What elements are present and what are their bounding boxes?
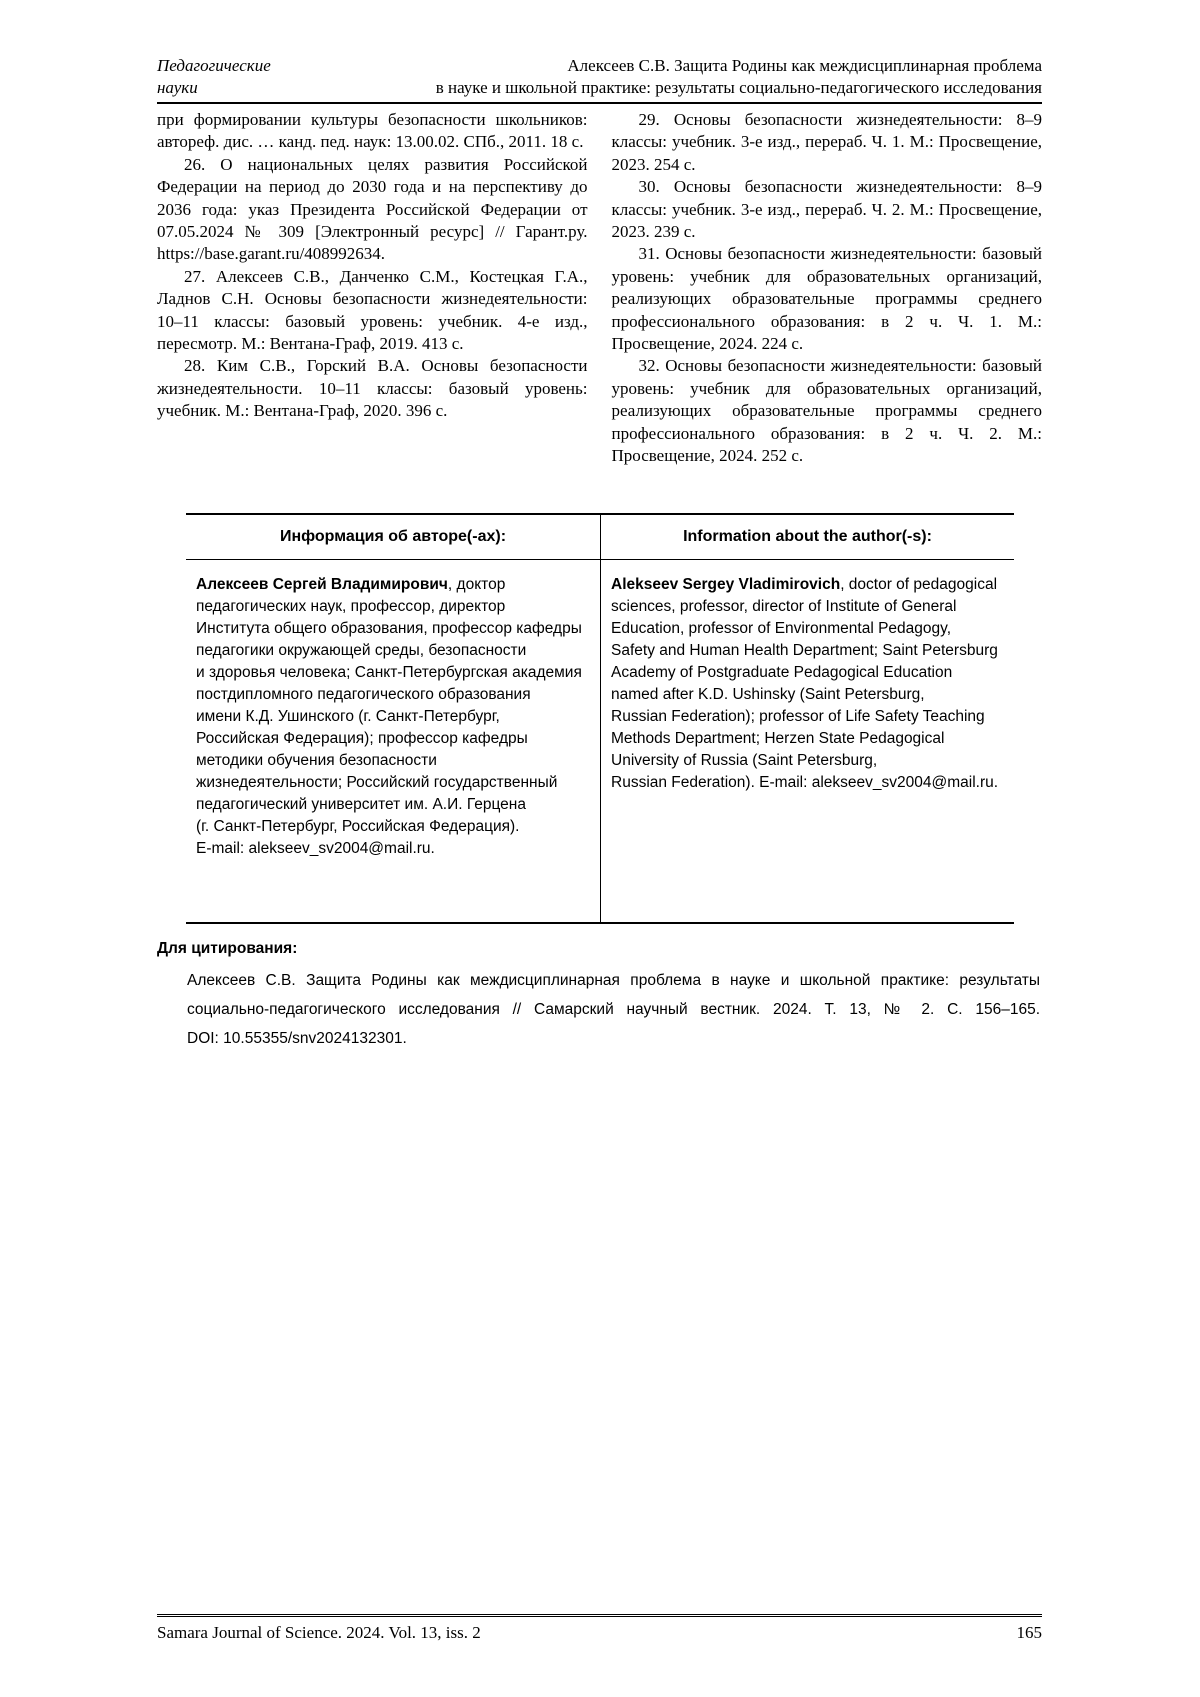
author-table-body-row [186, 560, 1014, 922]
author-name-ru: Алексеев Сергей Владимирович [196, 575, 448, 593]
footer-row [157, 1617, 1042, 1643]
author-info-ru [186, 560, 600, 922]
section-title: Педагогические науки [157, 56, 271, 97]
page-footer [157, 1614, 1042, 1643]
reference-item: 31. Основы безопасности жизнедеятельности: базовый уровень: учебник для образовательных организаций, реализующих образовательные программы среднего профессионального образования: в 2 ч. Ч. 1. М.: Просвещение, 2024. 224 с. [611, 244, 1042, 354]
reference-item: 27. Алексеев С.В., Данченко С.М., Костецкая Г.А., Ладнов С.Н. Основы безопасности жизнедеятельности: 10–11 классы: базовый уровень: учебник. 4-е изд., пересмотр. М.: Вентана-Граф, 2019. 413 с. [157, 266, 588, 354]
author-name-en: Alekseev Sergey Vladimirovich [611, 575, 841, 593]
author-table-header-ru: Информация об авторе(-ах): [186, 515, 600, 560]
running-head [157, 55, 1042, 99]
reference-item: 30. Основы безопасности жизнедеятельности: 8–9 классы: учебник. 3-е изд., перераб. Ч. 2. М.: Просвещение, 2023. 239 с. [611, 177, 1042, 242]
article-running-title: Алексеев С.В. Защита Родины как междисциплинарная проблема в науке и школьной практике: результаты социально-педагогического исследования [435, 56, 1042, 97]
citation-line: социально-педагогического исследования // Самарский научный вестник. 2024. Т. 13, № 2. С. 156–165. [187, 1000, 1040, 1018]
reference-item: 26. О национальных целях развития Российской Федерации на период до 2030 года и на перспективу до 2036 года: указ Президента Российской Федерации от 07.05.2024 № 309 [Электронный ресурс] // Гарант.ру. https://base.garant.ru/408992634. [157, 154, 588, 264]
reference-item: при формировании культуры безопасности школьников: автореф. дис. … канд. пед. наук: 13.00.02. СПб., 2011. 18 с. [157, 110, 588, 152]
author-details-en: , doctor of pedagogical sciences, professor, director of Institute of General Education, professor of Environmental Pedagogy, Safety and Human Health Department; Saint Petersburg Academy of Postgraduate Pedagogical Education named after K.D. Ushinsky (Saint Petersburg, Russian Federation); professor of Life Safety Teaching Methods Department; Herzen State Pedagogical University of Russia (Saint Petersburg, Russian Federation). E-mail: alekseev_sv2004@mail.ru. [611, 575, 999, 791]
page-number: 165 [1016, 1623, 1042, 1642]
author-details-ru: , доктор педагогических наук, профессор, директор Института общего образования, профессор кафедры педагогики окружающей среды, безопасности и здоровья человека; Санкт-Петербургская академия постдипломного педагогического образования имени К.Д. Ушинского (г. Санкт-Петербург, Российская Федерация); профессор кафедры методики обучения безопасности жизнедеятельности; Российский государственный педагогический университет им. А.И. Герцена (г. Санкт-Петербург, Российская Федерация). E-mail: alekseev_sv2004@mail.ru. [196, 575, 582, 857]
reference-item: 29. Основы безопасности жизнедеятельности: 8–9 классы: учебник. 3-е изд., перераб. Ч. 1. М.: Просвещение, 2023. 254 с. [611, 110, 1042, 174]
reference-item: 28. Ким С.В., Горский В.А. Основы безопасности жизнедеятельности. 10–11 классы: базовый уровень: учебник. М.: Вентана-Граф, 2020. 396 с. [157, 356, 588, 421]
citation-text [187, 966, 1040, 1053]
journal-title: Samara Journal of Science. 2024. Vol. 13, iss. 2 [157, 1623, 481, 1642]
references [157, 109, 1042, 468]
references-column-left [157, 109, 588, 468]
author-table-header-row [186, 515, 1014, 560]
references-column-right [612, 109, 1043, 468]
author-info-table [186, 513, 1014, 924]
citation-line: Алексеев С.В. Защита Родины как междисциплинарная проблема в науке и школьной практике: результаты [187, 971, 1040, 989]
header-rule [157, 102, 1042, 104]
author-table-header-en: Information about the author(-s): [600, 515, 1014, 560]
citation-label: Для цитирования: [157, 939, 298, 957]
author-info-en [600, 560, 1014, 922]
citation-doi: DOI: 10.55355/snv2024132301. [187, 1029, 407, 1047]
reference-item: 32. Основы безопасности жизнедеятельности: базовый уровень: учебник для образовательных организаций, реализующих образовательные программы среднего профессионального образования: в 2 ч. Ч. 2. М.: Просвещение, 2024. 252 с. [611, 356, 1042, 466]
citation-section [157, 940, 1042, 1053]
